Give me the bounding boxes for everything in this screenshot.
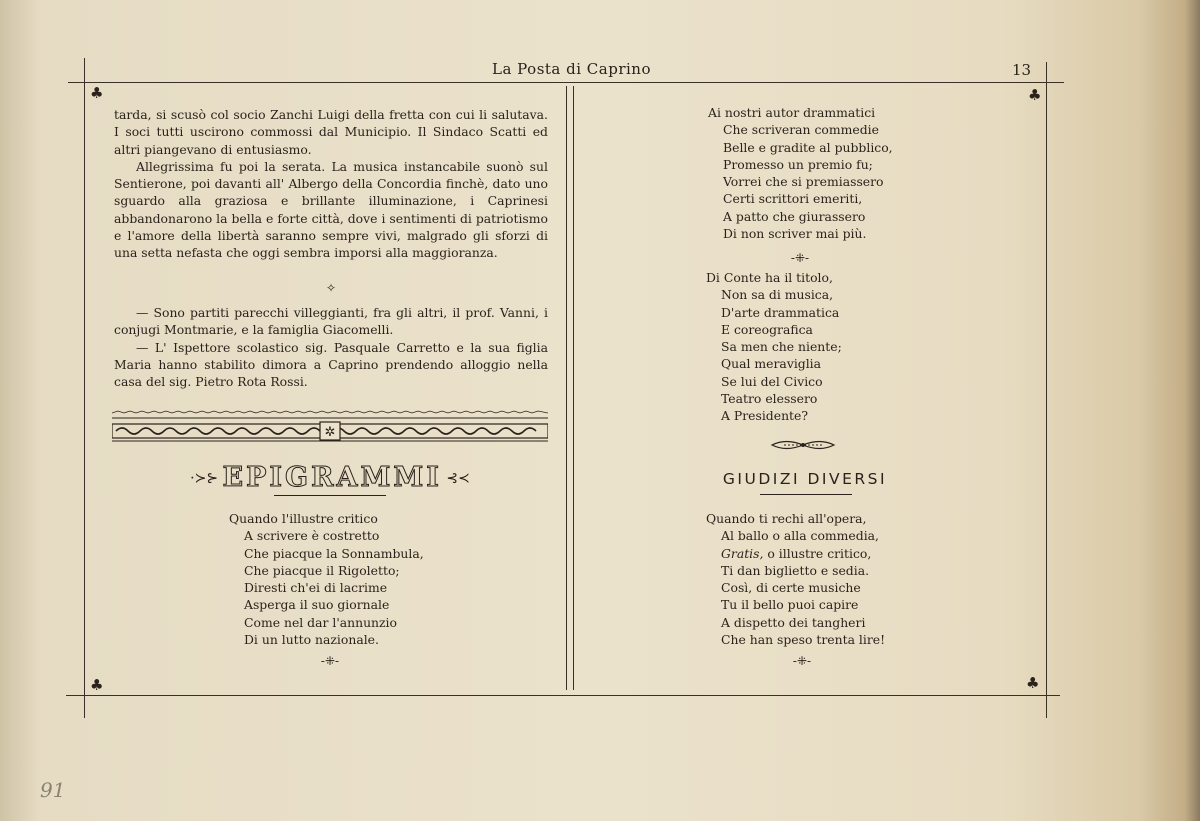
footer-rule xyxy=(66,695,1060,696)
right-frame-line xyxy=(1046,62,1047,718)
clover-ornament-icon: ♣ xyxy=(1028,86,1042,104)
poem-line: Di un lutto nazionale. xyxy=(244,632,379,648)
poem-line-rest: o illustre critico, xyxy=(763,545,872,561)
section-title: GIUDIZI DIVERSI xyxy=(722,470,888,488)
poem-giudizi xyxy=(706,510,1006,648)
end-mark: -⁜- xyxy=(320,654,340,668)
poem-line: A patto che giurassero xyxy=(723,208,866,224)
section-separator: ✧ xyxy=(325,281,337,295)
poem-line: Che han speso trenta lire! xyxy=(721,632,886,648)
poem-line: A Presidente? xyxy=(721,408,809,424)
news-item: — Sono partiti parecchi villeggianti, fra gli altri, il prof. Vanni, i conjugi Montmarie, e la famiglia Giacomelli. xyxy=(114,305,548,338)
left-prose xyxy=(114,106,548,262)
prose-paragraph: Allegrissima fu poi la serata. La musica instancabile suonò sul Sentierone, poi davanti all' Albergo della Concordia finchè, dato uno sguardo alla graziosa e brillante illuminazione, i Caprinesi abbandonarono la bella e forte città, dove i sentimenti di patriotismo e l'amore della libertà saranno sempre vivi, malgrado gli sforzi di una setta nefasta che oggi sembra imporsi alla maggioranza. xyxy=(114,158,548,261)
clover-ornament-icon: ♣ xyxy=(1026,674,1040,692)
column-divider-left xyxy=(566,86,567,690)
prose-paragraph: tarda, si scusò col socio Zanchi Luigi della fretta con cui li salutava. I soci tutti uscirono commossi dal Municipio. Il Sindaco Scatti ed altri piangevano di entusiasmo. xyxy=(114,107,548,157)
poem-line: Belle e gradite al pubblico, xyxy=(723,139,893,155)
poem-line: Che piacque il Rigoletto; xyxy=(244,562,400,578)
scroll-flourish-icon: ⊰≺ xyxy=(441,470,470,487)
poem-line: Promesso un premio fu; xyxy=(723,156,873,172)
scroll-flourish-icon xyxy=(770,437,836,453)
poem-epigram xyxy=(229,510,529,648)
end-mark: -⁜- xyxy=(790,251,810,265)
poem-line: Ai nostri autor drammatici xyxy=(708,105,876,120)
clover-ornament-icon: ♣ xyxy=(90,84,104,102)
poem-line: Come nel dar l'annunzio xyxy=(244,614,397,630)
decorative-border xyxy=(112,410,548,444)
end-mark: -⁜- xyxy=(792,654,812,668)
news-items xyxy=(114,304,548,390)
poem-line: Così, di certe musiche xyxy=(721,580,861,596)
poem-line: Quando l'illustre critico xyxy=(229,511,378,526)
header-rule xyxy=(68,82,1064,83)
heading-underline xyxy=(274,495,386,496)
svg-text:✲: ✲ xyxy=(324,425,336,440)
poem-line: Certi scrittori emeriti, xyxy=(723,191,863,207)
running-title: La Posta di Caprino xyxy=(492,60,651,78)
poem-authors xyxy=(708,104,1008,242)
page-number: 13 xyxy=(1012,61,1032,79)
poem-line: Che piacque la Sonnambula, xyxy=(244,545,424,561)
poem-line: Al ballo o alla commedia, xyxy=(721,528,879,544)
scroll-flourish-icon: ·≻⊱ xyxy=(190,470,223,487)
italic-word: Gratis, xyxy=(721,545,764,561)
poem-line: Non sa di musica, xyxy=(721,287,834,303)
poem-line: Teatro elessero xyxy=(721,391,818,407)
poem-line: Se lui del Civico xyxy=(721,373,823,389)
heading-underline xyxy=(760,494,852,495)
poem-conte xyxy=(706,269,1006,425)
poem-line: Vorrei che si premiassero xyxy=(723,174,884,190)
poem-line: Asperga il suo giornale xyxy=(244,597,390,613)
poem-line xyxy=(706,545,1006,562)
poem-line: Sa men che niente; xyxy=(721,339,842,355)
pencil-note: 91 xyxy=(40,778,66,802)
poem-line: Quando ti rechi all'opera, xyxy=(706,511,867,526)
poem-line: Tu il bello puoi capire xyxy=(721,597,859,613)
clover-ornament-icon: ♣ xyxy=(90,676,104,694)
poem-line: Qual meraviglia xyxy=(721,356,822,372)
poem-line: Di non scriver mai più. xyxy=(723,226,867,242)
left-frame-line xyxy=(84,58,85,718)
section-heading xyxy=(112,462,548,493)
poem-line: Diresti ch'ei di lacrime xyxy=(244,580,388,596)
section-title: EPIGRAMMI xyxy=(222,462,442,493)
column-divider-right xyxy=(573,86,574,690)
poem-line: A dispetto dei tangheri xyxy=(721,614,866,630)
poem-line: D'arte drammatica xyxy=(721,304,840,320)
poem-line: Ti dan biglietto e sedia. xyxy=(721,562,870,578)
poem-line: Di Conte ha il titolo, xyxy=(706,270,833,285)
poem-line: E coreografica xyxy=(721,321,813,337)
poem-line: Che scriveran commedie xyxy=(723,122,879,138)
poem-line: A scrivere è costretto xyxy=(244,528,380,544)
news-item: — L' Ispettore scolastico sig. Pasquale Carretto e la sua figlia Maria hanno stabilito dimora a Caprino prendendo alloggio nella casa del sig. Pietro Rota Rossi. xyxy=(114,339,548,390)
